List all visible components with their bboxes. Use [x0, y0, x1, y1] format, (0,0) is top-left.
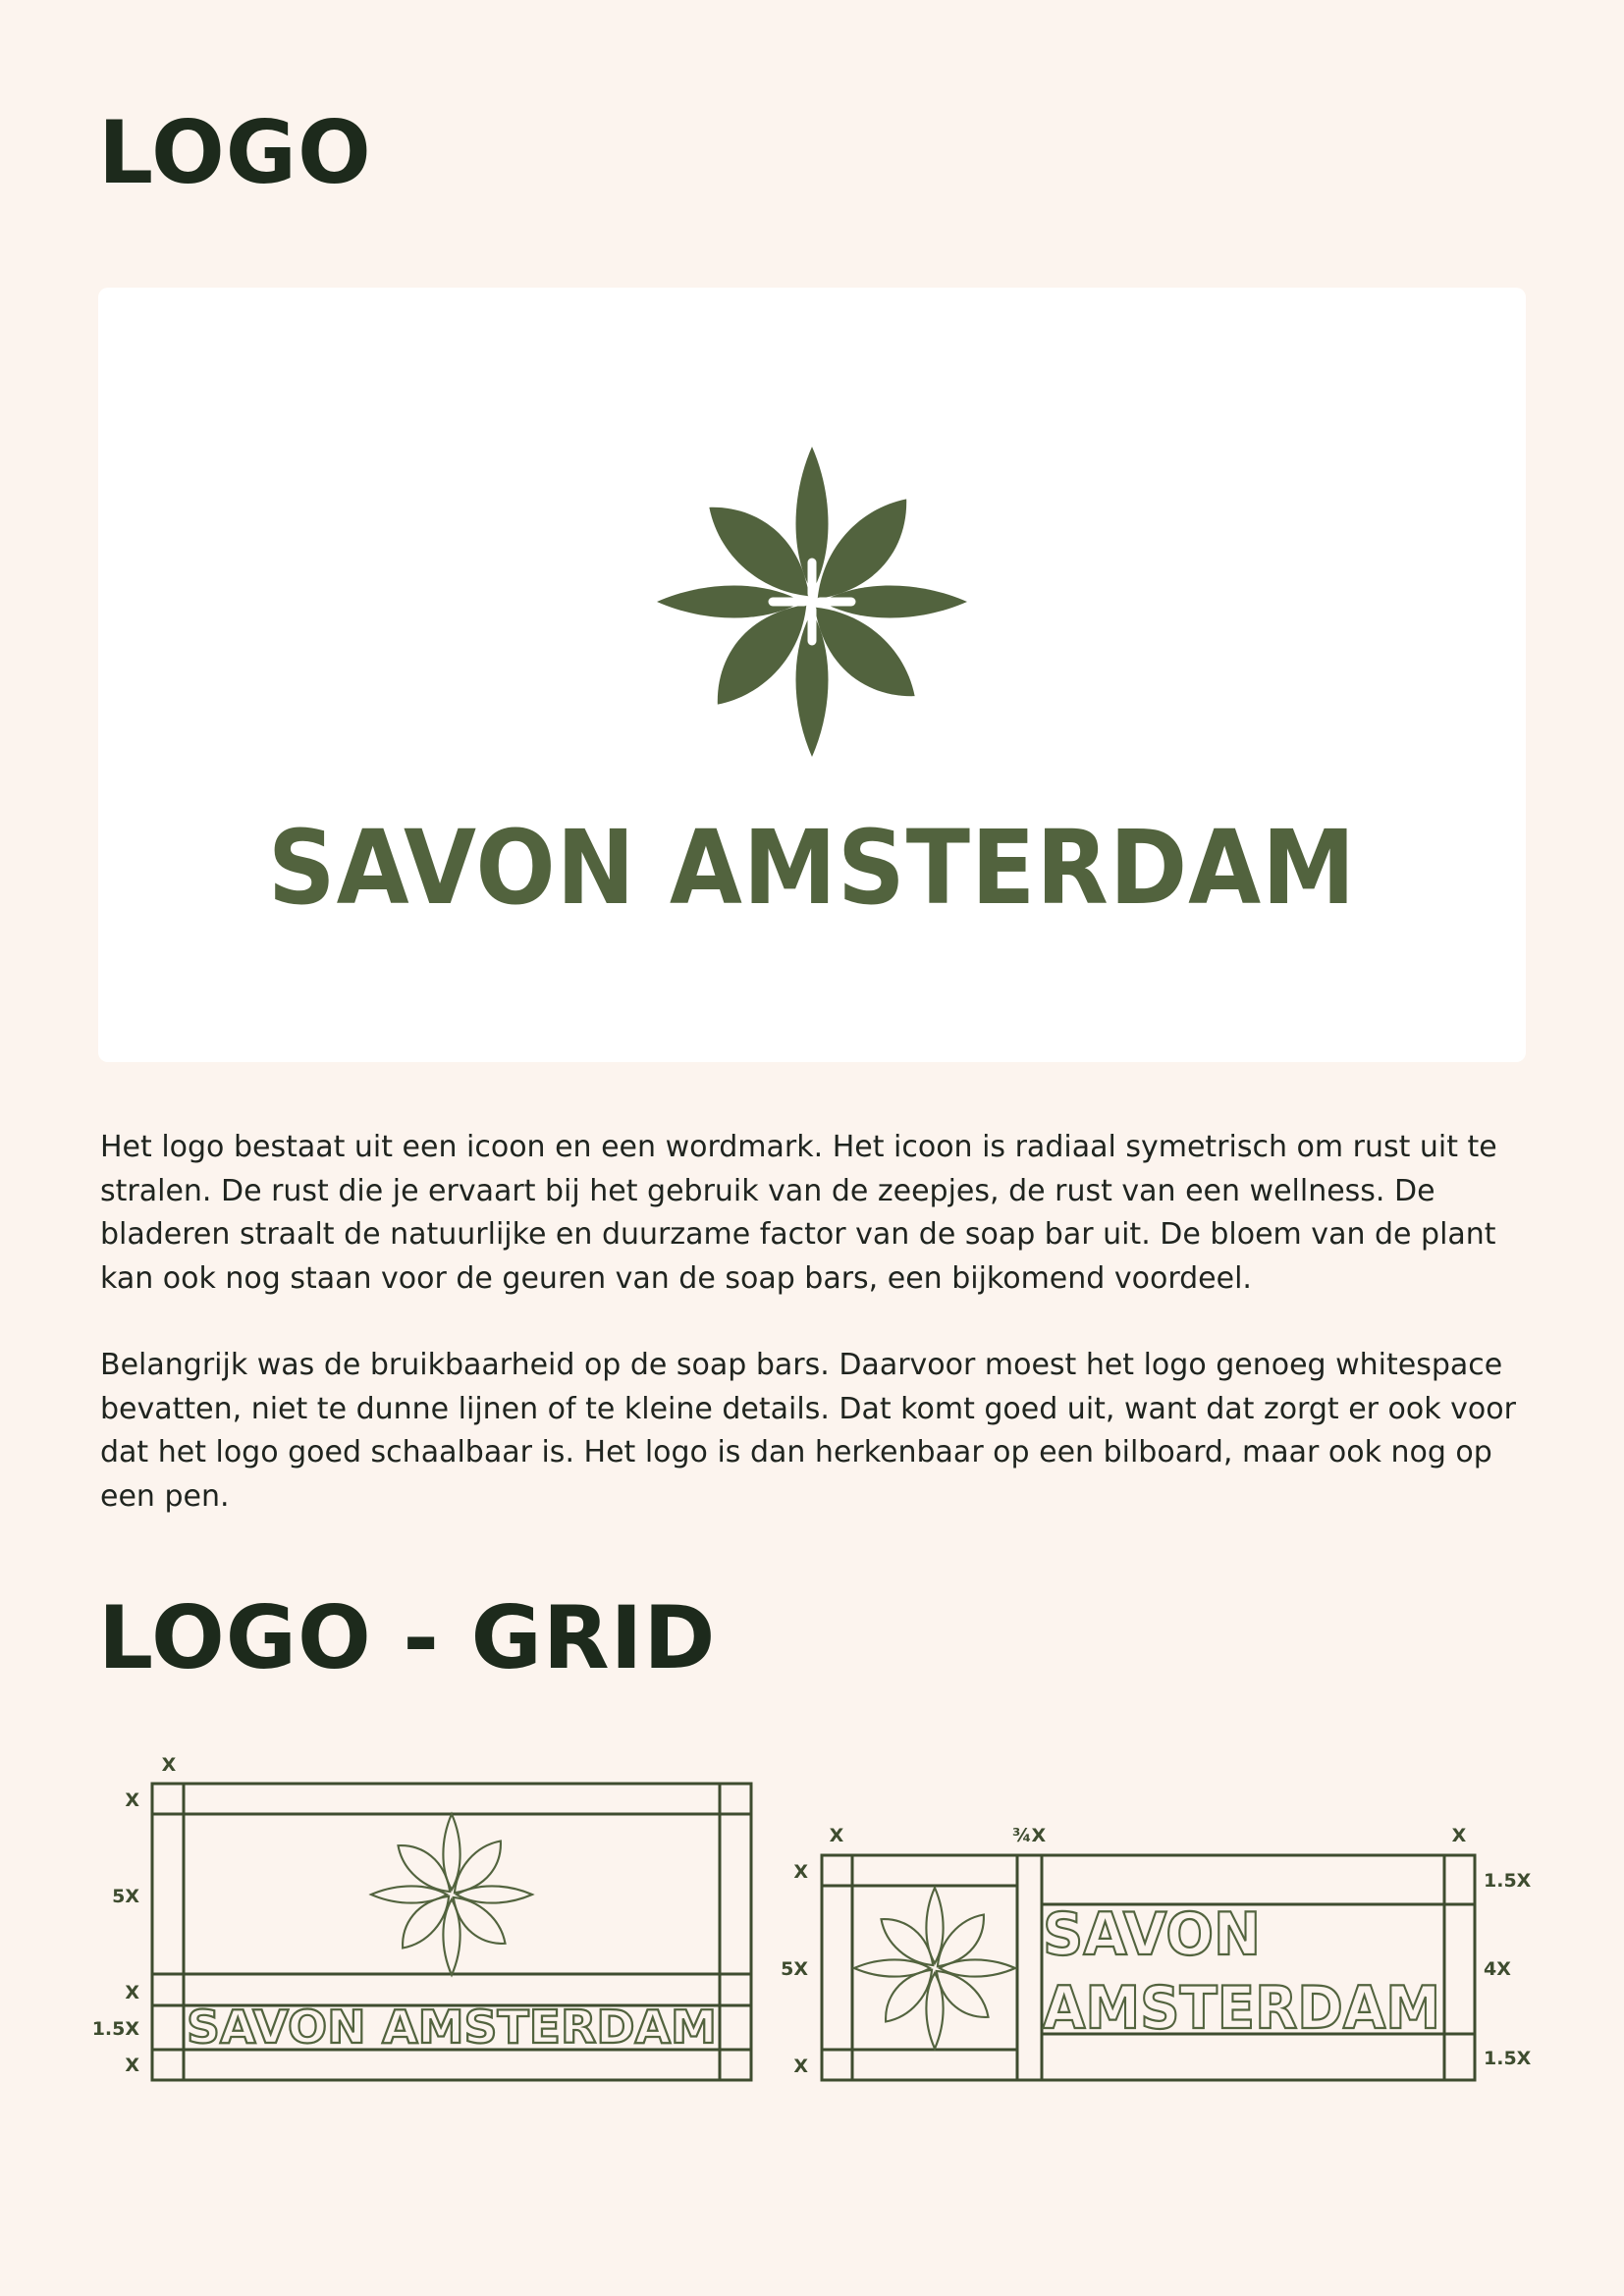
horizontal-grid-flower-icon	[371, 1814, 532, 1975]
horizontal-logo-grid	[152, 1784, 751, 2080]
s-right-label-2: 1.5X	[1484, 2048, 1532, 2069]
h-left-label-3: 1.5X	[91, 2018, 139, 2040]
h-left-label-2: X	[125, 1982, 139, 2003]
logo-description-paragraph: Het logo bestaat uit een icoon en een wordmark. Het icoon is radiaal symetrisch om rust uit te stralen. De rust die je ervaart bij het gebruik van de zeepjes, de rust van een wellness. De bladeren straalt de natuurlijke en duurzame factor van de soap bar uit. De bloem van de plant kan ook nog staan voor de geuren van de soap bars, een bijkomend voordeel.	[100, 1130, 1497, 1296]
logo-wordmark: SAVON AMSTERDAM	[267, 808, 1357, 928]
s-top-label-1: ¾X	[1011, 1825, 1047, 1846]
s-right-label-0: 1.5X	[1484, 1870, 1532, 1892]
stacked-wordmark-line1: SAVON	[1043, 1900, 1261, 1969]
h-left-label-4: X	[125, 2055, 139, 2076]
logo-card	[98, 288, 1526, 1062]
stacked-logo-grid	[822, 1855, 1475, 2080]
s-left-label-2: X	[793, 2056, 808, 2077]
logo-grid-heading: LOGO - GRID	[98, 1587, 717, 1688]
stacked-wordmark-line2: AMSTERDAM	[1043, 1974, 1440, 2043]
h-left-label-0: X	[125, 1789, 139, 1811]
s-top-label-2: X	[1451, 1825, 1467, 1846]
s-left-label-1: 5X	[781, 1958, 808, 1980]
h-left-label-1: 5X	[112, 1886, 139, 1907]
h-top-label: X	[161, 1754, 177, 1776]
flower-logo-icon	[650, 440, 974, 764]
s-left-label-0: X	[793, 1861, 808, 1883]
s-right-label-1: 4X	[1484, 1958, 1511, 1980]
s-top-label-0: X	[829, 1825, 844, 1846]
logo-heading: LOGO	[98, 102, 372, 203]
logo-usability-paragraph: Belangrijk was de bruikbaarheid op de soap bars. Daarvoor moest het logo genoeg whitespace bevatten, niet te dunne lijnen of te kleine details. Dat komt goed uit, want dat zorgt er ook voor dat het logo goed schaalbaar is. Het logo is dan herkenbaar op een bilboard, maar ook nog op een pen.	[100, 1348, 1516, 1514]
horizontal-grid-wordmark: SAVON AMSTERDAM	[187, 2001, 717, 2054]
stacked-grid-flower-icon	[854, 1888, 1015, 2049]
